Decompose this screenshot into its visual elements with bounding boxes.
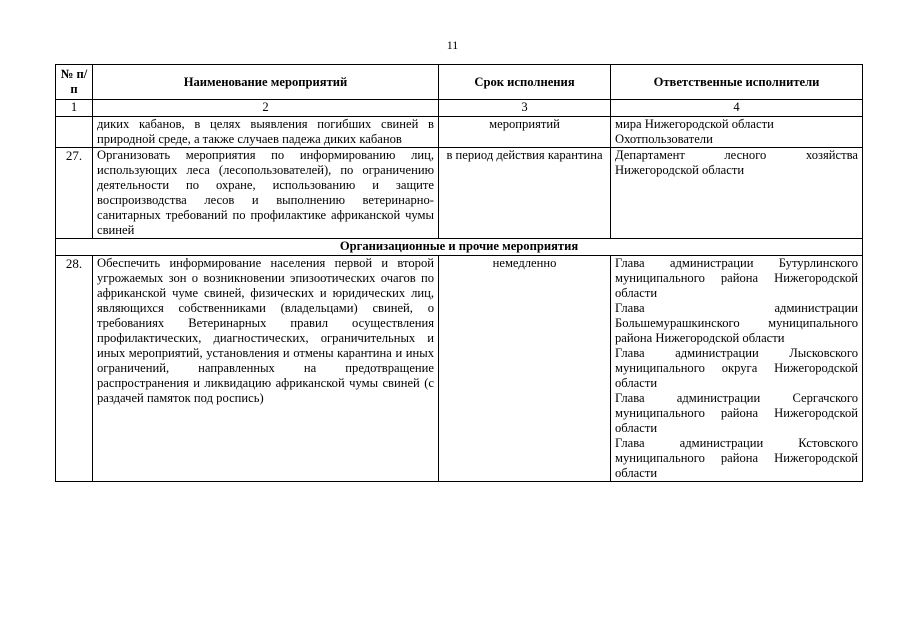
responsible-entry: Глава администрации Сергачского муниципального района Нижегородской области [615, 391, 858, 435]
row-name: Организовать мероприятия по информированию лиц, использующих леса (лесопользователей), по ограничению деятельности по охране, использованию и защите воспроизводства лесов и выполнению ветеринарно-санитарных требований по профилактике африканской чумы свиней [93, 148, 439, 239]
responsible-line: Охотпользователи [615, 132, 713, 146]
table-row [56, 148, 863, 239]
column-index: 4 [611, 100, 863, 117]
row-term: немедленно [439, 256, 611, 482]
header-term: Срок исполнения [439, 65, 611, 100]
row-number: 27. [56, 148, 93, 239]
header-responsible: Ответственные исполнители [611, 65, 863, 100]
responsible-entry: Глава администрации Большемурашкинского муниципального района Нижегородской области [615, 301, 858, 345]
header-num: № п/п [56, 65, 93, 100]
column-index: 2 [93, 100, 439, 117]
row-name: диких кабанов, в целях выявления погибших свиней в природной среде, а также случаев падежа диких кабанов [93, 117, 439, 148]
table-row [56, 256, 863, 482]
responsible-entry: Глава администрации Бутурлинского муниципального района Нижегородской области [615, 256, 858, 300]
section-row [56, 239, 863, 256]
row-responsible [611, 256, 863, 482]
row-number [56, 117, 93, 148]
responsible-entry: Глава администрации Кстовского муниципального района Нижегородской области [615, 436, 858, 480]
column-index-row [56, 100, 863, 117]
row-term: в период действия карантина [439, 148, 611, 239]
row-responsible: Департамент лесного хозяйства Нижегородской области [611, 148, 863, 239]
section-title: Организационные и прочие мероприятия [56, 239, 863, 256]
responsible-entry: Глава администрации Лысковского муниципального округа Нижегородской области [615, 346, 858, 390]
column-index: 3 [439, 100, 611, 117]
row-number: 28. [56, 256, 93, 482]
column-index: 1 [56, 100, 93, 117]
row-responsible [611, 117, 863, 148]
row-name: Обеспечить информирование населения первой и второй угрожаемых зон о возникновении эпизоотических очагов по африканской чуме свиней, физических и юридических лиц, являющихся собственниками (владельцами) свиней, о требованиях Ветеринарных правил осуществления профилактических, диагностических, ограничительных и иных мероприятий, установления и отмены карантина и иных ограничений, направленных на предотвращение распространения и ликвидацию африканской чумы свиней (с раздачей памяток под роспись) [93, 256, 439, 482]
table-row [56, 117, 863, 148]
measures-table [55, 64, 863, 482]
table-header-row [56, 65, 863, 100]
row-term: мероприятий [439, 117, 611, 148]
responsible-line: мира Нижегородской области [615, 117, 774, 131]
page-number: 11 [446, 38, 459, 52]
header-name: Наименование мероприятий [93, 65, 439, 100]
